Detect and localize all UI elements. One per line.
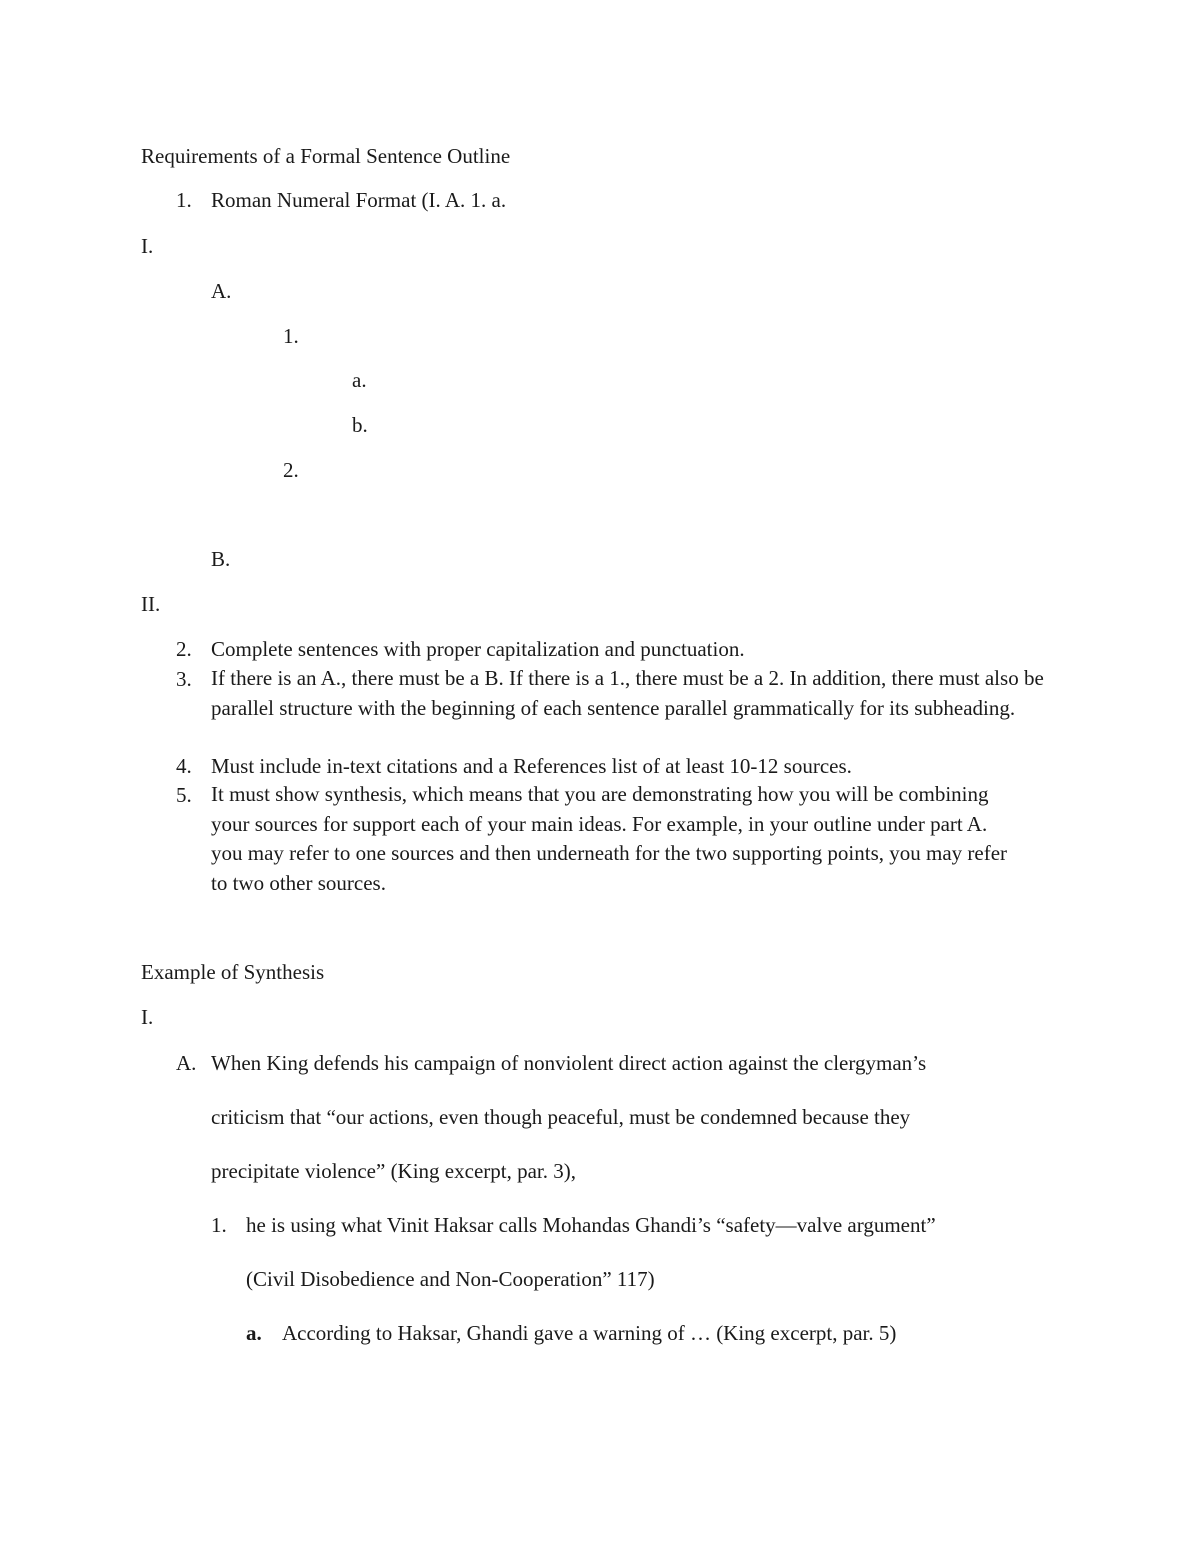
format-roman-1: I. <box>141 234 154 258</box>
synthesis-roman-1: I. <box>141 1005 154 1029</box>
requirement-3-text: If there is an A., there must be a B. If there is a 1., there must be a 2. In addition, there must also be parallel structure with the beginning of each sentence parallel grammatically for its subheading. <box>211 666 1044 720</box>
requirement-4-number: 4. <box>176 754 192 778</box>
requirement-3-number: 3. <box>176 667 192 691</box>
synthesis-point-a-line-3: precipitate violence” (King excerpt, par. 3), <box>211 1159 576 1183</box>
requirement-2-number: 2. <box>176 637 192 661</box>
synthesis-point-1-line-1: he is using what Vinit Haksar calls Mohandas Ghandi’s “safety—valve argument” <box>246 1213 936 1237</box>
format-sub-b: b. <box>352 413 368 437</box>
requirement-5-text: It must show synthesis, which means that you are demonstrating how you will be combining your sources for support each of your main ideas. For example, in your outline under part A. you may refer to one sources and then underneath for the two supporting points, you may refer to two other sources. <box>211 782 1008 895</box>
synthesis-point-a-line-1: When King defends his campaign of nonviolent direct action against the clergyman’s <box>211 1051 927 1075</box>
format-roman-2: II. <box>141 592 161 616</box>
synthesis-sub-a-text: According to Haksar, Ghandi gave a warning of … (King excerpt, par. 5) <box>282 1321 897 1345</box>
requirement-1-text: Roman Numeral Format (I. A. 1. a. <box>211 188 507 212</box>
format-sub-a: a. <box>352 368 367 392</box>
synthesis-point-1-label: 1. <box>211 1213 227 1237</box>
requirement-1-number: 1. <box>176 188 192 212</box>
synthesis-point-1-line-2: (Civil Disobedience and Non-Cooperation” 117) <box>246 1267 655 1291</box>
synthesis-heading: Example of Synthesis <box>141 960 325 984</box>
requirement-4-text: Must include in-text citations and a References list of at least 10-12 sources. <box>211 754 852 778</box>
requirement-2-text: Complete sentences with proper capitalization and punctuation. <box>211 637 745 661</box>
requirement-5-number: 5. <box>176 783 192 807</box>
synthesis-sub-a-label: a. <box>246 1321 262 1345</box>
format-letter-a: A. <box>211 279 232 303</box>
format-number-2: 2. <box>283 458 299 482</box>
format-number-1: 1. <box>283 324 299 348</box>
synthesis-point-a-label: A. <box>176 1051 197 1075</box>
synthesis-point-a-line-2: criticism that “our actions, even though peaceful, must be condemned because they <box>211 1105 911 1129</box>
format-letter-b: B. <box>211 547 231 571</box>
page-heading: Requirements of a Formal Sentence Outline <box>141 144 511 168</box>
